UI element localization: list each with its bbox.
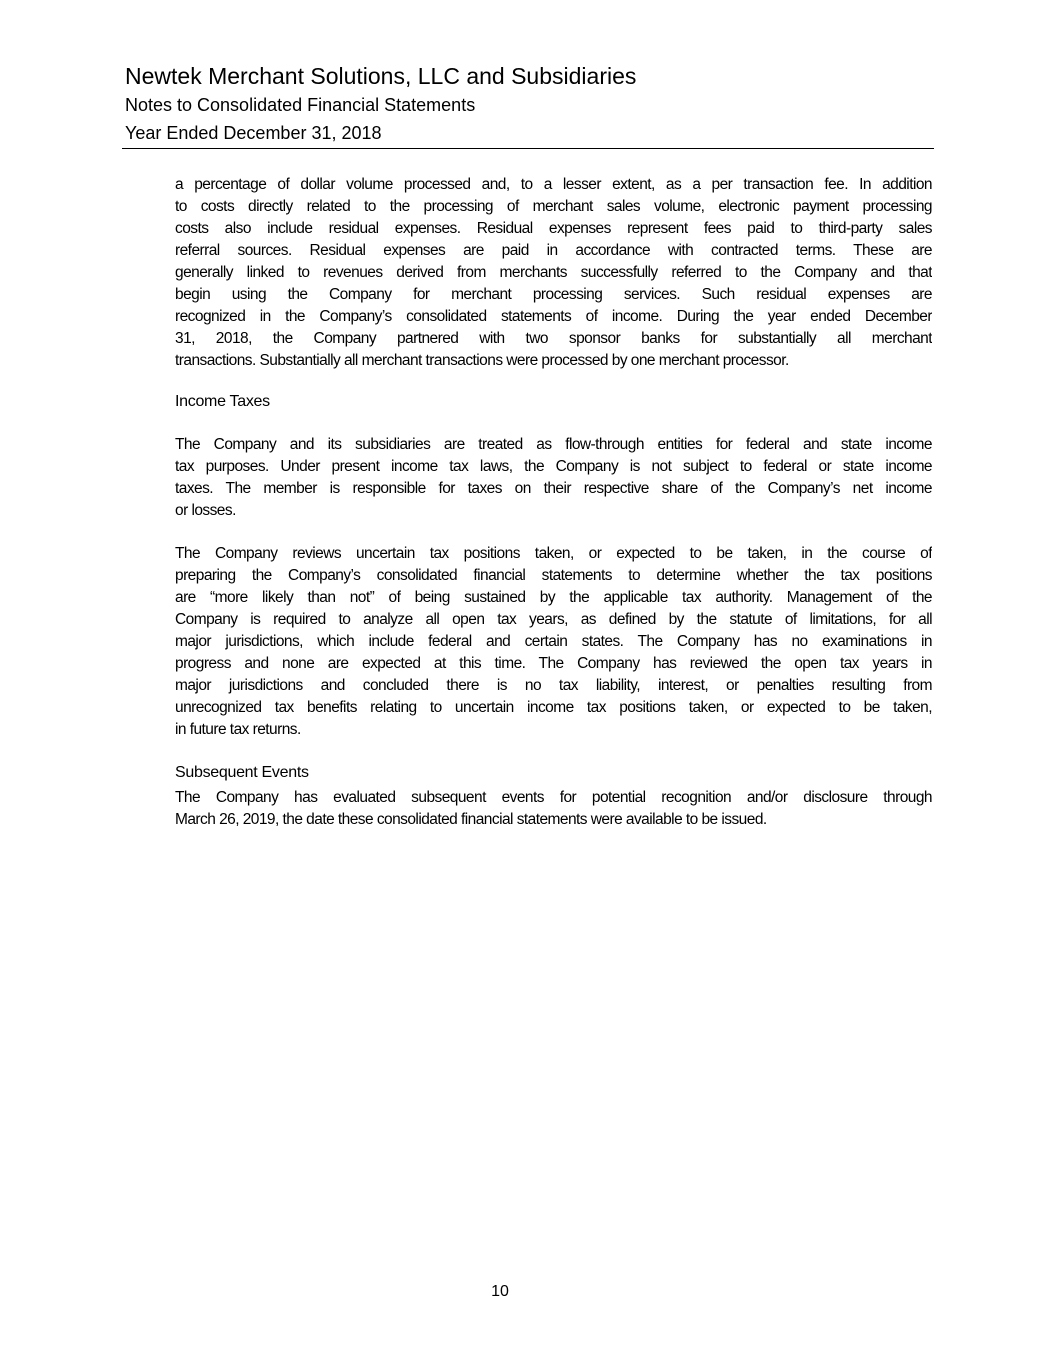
text-line: unrecognized tax benefits relating to uncertain income tax positions taken, or expected to be taken, — [175, 699, 932, 716]
text-line: preparing the Company’s consolidated financial statements to determine whether the tax positions — [175, 567, 932, 584]
text-line: major jurisdictions, which include federal and certain states. The Company has no examinations in — [175, 633, 932, 650]
text-line: tax purposes. Under present income tax laws, the Company is not subject to federal or state income — [175, 458, 932, 475]
document-subtitle: Notes to Consolidated Financial Statements — [125, 95, 476, 115]
heading-subsequent-events: Subsequent Events — [175, 764, 309, 781]
text-line: costs also include residual expenses. Residual expenses represent fees paid to third-party sales — [175, 220, 932, 237]
period-label: Year Ended December 31, 2018 — [125, 123, 382, 143]
text-line: The Company and its subsidiaries are treated as flow-through entities for federal and state income — [175, 436, 932, 453]
text-line: The Company reviews uncertain tax positions taken, or expected to be taken, in the course of — [175, 545, 932, 562]
text-line: The Company has evaluated subsequent events for potential recognition and/or disclosure through — [175, 789, 932, 806]
text-line: referral sources. Residual expenses are paid in accordance with contracted terms. These are — [175, 242, 932, 259]
text-line: a percentage of dollar volume processed and, to a lesser extent, as a per transaction fee. In addition — [175, 176, 932, 193]
header-divider — [122, 148, 934, 149]
text-line: taxes. The member is responsible for taxes on their respective share of the Company’s net income — [175, 480, 932, 497]
paragraph-income-taxes — [175, 434, 932, 522]
text-line: transactions. Substantially all merchant transactions were processed by one merchant processor. — [175, 352, 789, 369]
text-line: Company is required to analyze all open tax years, as defined by the statute of limitations, for all — [175, 611, 932, 628]
paragraph-uncertain-tax — [175, 543, 932, 741]
text-line: recognized in the Company’s consolidated statements of income. During the year ended December — [175, 308, 932, 325]
text-line: major jurisdictions and concluded there is no tax liability, interest, or penalties resulting from — [175, 677, 932, 694]
text-line: progress and none are expected at this time. The Company has reviewed the open tax years in — [175, 655, 932, 672]
text-line: March 26, 2019, the date these consolidated financial statements were available to be issued. — [175, 811, 767, 828]
paragraph-subsequent-events — [175, 787, 932, 831]
text-line: to costs directly related to the processing of merchant sales volume, electronic payment processing — [175, 198, 932, 215]
text-line: 31, 2018, the Company partnered with two sponsor banks for substantially all merchant — [175, 330, 932, 347]
text-line: generally linked to revenues derived from merchants successfully referred to the Company and that — [175, 264, 932, 281]
company-title: Newtek Merchant Solutions, LLC and Subsidiaries — [125, 63, 637, 89]
text-line: or losses. — [175, 502, 236, 519]
heading-income-taxes: Income Taxes — [175, 393, 270, 410]
text-line: begin using the Company for merchant processing services. Such residual expenses are — [175, 286, 932, 303]
paragraph-processing-costs — [175, 174, 932, 372]
page-number: 10 — [491, 1283, 509, 1300]
text-line: are “more likely than not” of being sustained by the applicable tax authority. Management of the — [175, 589, 932, 606]
text-line: in future tax returns. — [175, 721, 301, 738]
